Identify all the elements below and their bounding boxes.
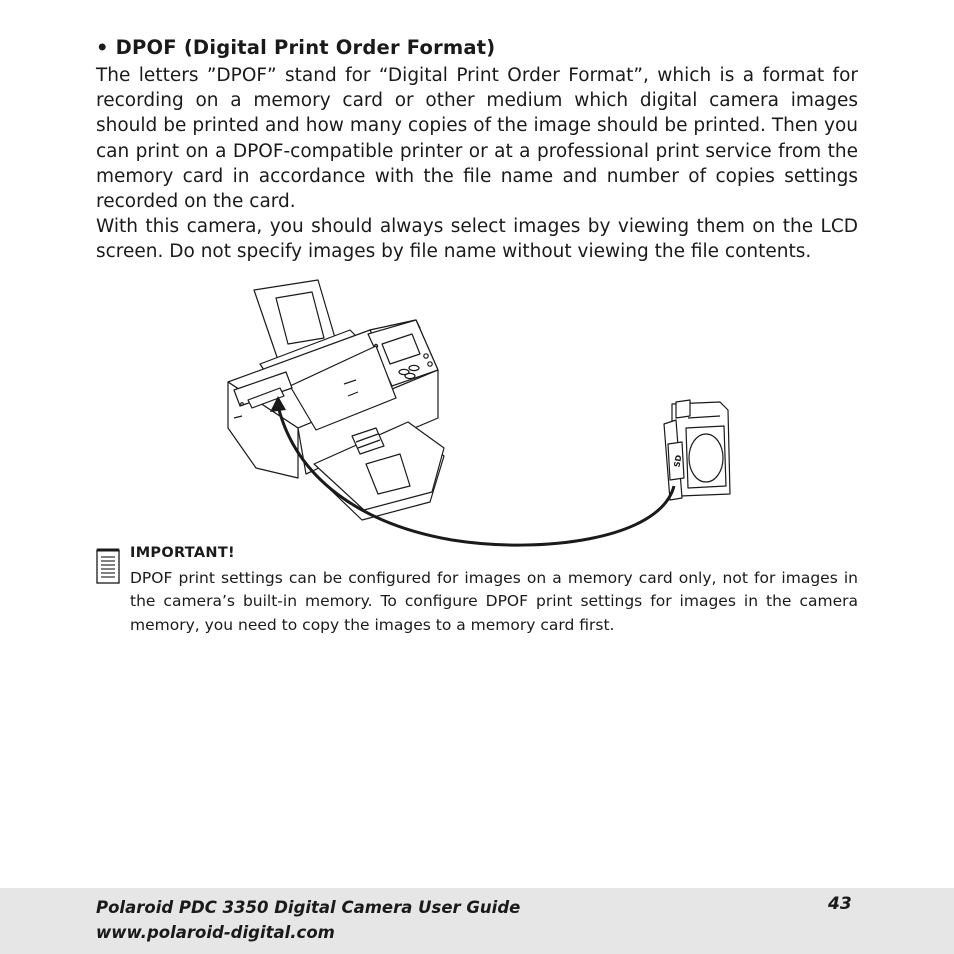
page-number: 43 [828, 894, 852, 914]
footer-url: www.polaroid-digital.com [96, 923, 335, 942]
notepad-icon [96, 547, 120, 585]
paragraph-lcd-selection: With this camera, you should always select images by viewing them on the LCD screen. Do not specify images by file name without viewing the file contents. [96, 216, 858, 263]
section-heading: • DPOF (Digital Print Order Format) [96, 36, 496, 59]
page-footer [0, 888, 954, 954]
paragraph-dpof-definition: The letters ”DPOF” stand for “Digital Print Order Format”, which is a format for recording on a memory card or other medium which digital camera images should be printed and how many copies of the image should be printed. Then you can print on a DPOF-compatible printer or at a professional print service from the memory card in accordance with the file name and number of copies settings recorded on the card. [96, 65, 858, 213]
printer-camera-illustration [220, 278, 740, 558]
digital-camera [664, 400, 730, 500]
note-title: IMPORTANT! [130, 545, 235, 561]
footer-title: Polaroid PDC 3350 Digital Camera User Guide [96, 898, 521, 917]
memory-card-label: SD [672, 454, 684, 468]
note-text: DPOF print settings can be configured for images on a memory card only, not for images in the camera’s built-in memory. To configure DPOF print settings for images in the camera memory, you need to copy the images to a memory card first. [130, 569, 858, 634]
